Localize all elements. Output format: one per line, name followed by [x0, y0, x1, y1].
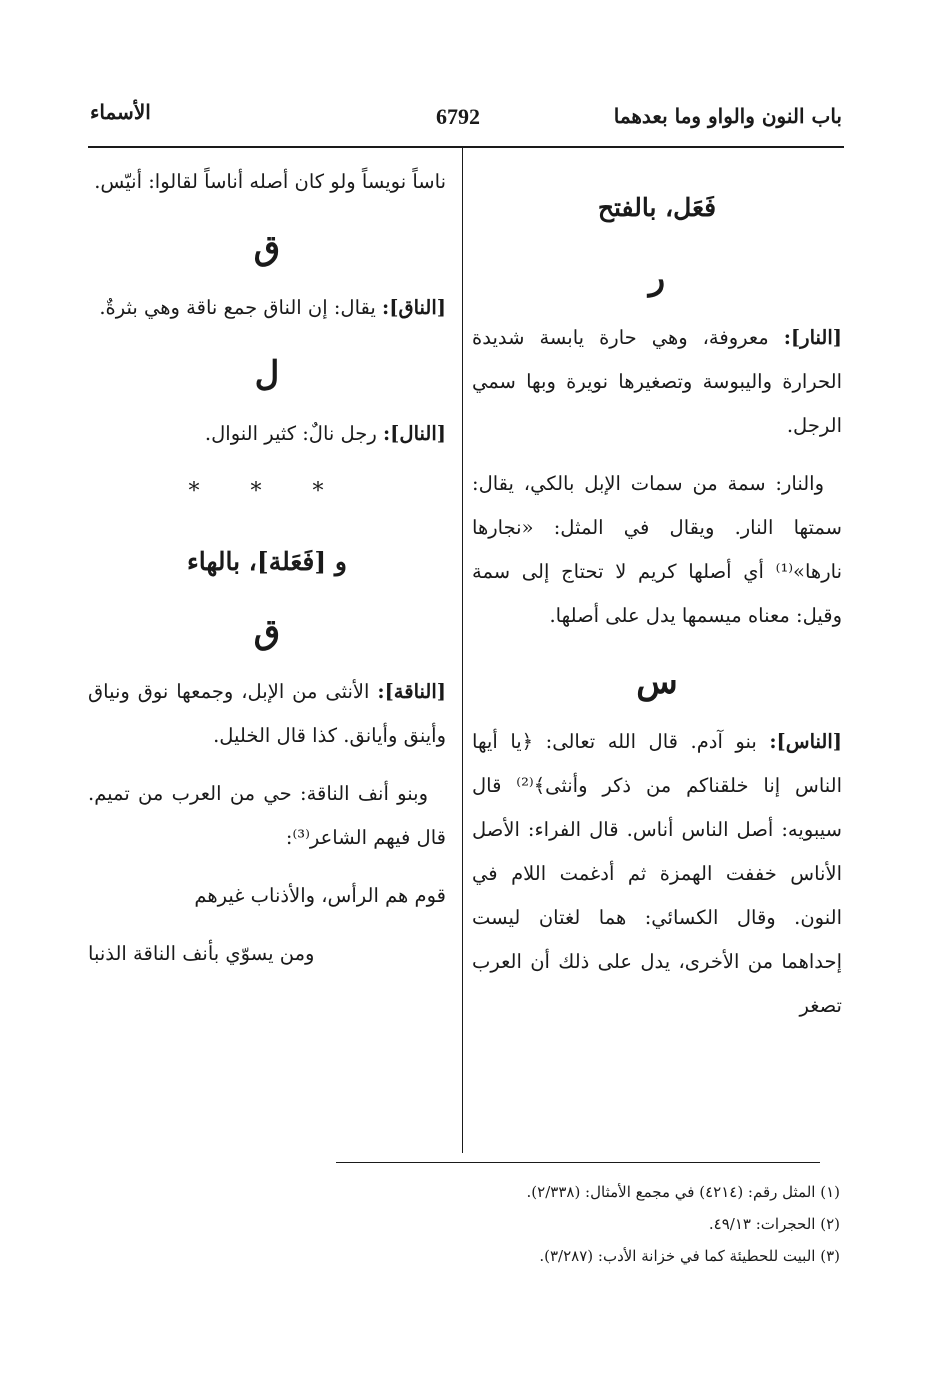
entry-naq — [88, 286, 446, 330]
entry-term: [الناق]: — [382, 296, 446, 319]
entry-term: [النار]: — [783, 326, 842, 349]
entry-anf-naqa: وبنو أنف الناقة: حي من العرب من تميم. قال فيهم الشاعر⁽³⁾: — [88, 782, 446, 849]
letter-heading-q: ق — [253, 228, 281, 268]
verse-line-2: ومن يسوّي بأنف الناقة الذنبا — [88, 942, 315, 965]
entry-nar — [472, 316, 842, 448]
verse-line-1: قوم هم الرأس، والأذناب غيرهم — [194, 884, 446, 907]
column-divider — [462, 148, 463, 1153]
entry-nar-2: والنار: سمة من سمات الإبل بالكي، يقال: سمتها النار. ويقال في المثل: «نجارها نارها»⁽¹⁾ أي أصلها كريم لا تحتاج إلى سمة وقيل: معناه ميسمها يدل على أصلها. — [472, 472, 842, 627]
entry-naqa — [88, 670, 446, 758]
entry-text: رجل نالٌ: كثير النوال. — [204, 422, 383, 445]
entry-nal — [88, 412, 446, 456]
letter-heading-l: ل — [254, 354, 280, 394]
entry-text: معروفة، وهي حارة يابسة شديدة الحرارة واليبوسة وتصغيرها نويرة وبها سمي الرجل. — [472, 326, 842, 437]
letter-heading-r: ر — [648, 258, 666, 298]
entry-term: [الناقة]: — [377, 680, 446, 703]
entry-text: يقال: إن الناق جمع ناقة وهي بثرةٌ. — [99, 296, 383, 319]
section-title: فَعَل، بالفتح — [597, 193, 717, 222]
running-header — [90, 100, 842, 140]
entry-term: [الناس]: — [769, 730, 842, 753]
header-section-title: الأسماء — [90, 100, 151, 124]
entry-nas — [472, 720, 842, 1028]
entry-term: [النال]: — [382, 422, 446, 445]
letter-heading-q-2: ق — [253, 612, 281, 652]
entry-text: بنو آدم. قال الله تعالى: ﴿يا أيها الناس إنا خلقناكم من ذكر وأنثى﴾⁽²⁾ قال سيبويه: أصل الناس أناس. قال الفراء: الأصل الأناس خففت الهمزة ثم أدغمت اللام في النون. وقال الكسائي: هما لغتان ليست إحداهما من الأخرى، يدل على ذلك أن العرب تصغر — [472, 730, 843, 1017]
footnote-1: (١) المثل رقم: (٤٢١٤) في مجمع الأمثال: (٢/٣٣٨). — [526, 1183, 840, 1201]
entry-text: الأنثى من الإبل، وجمعها نوق ونياق وأينق وأيانق. كذا قال الخليل. — [88, 680, 446, 747]
footnote-2: (٢) الحجرات: ٤٩/١٣. — [708, 1215, 840, 1233]
section-separator-stars: * * * — [188, 479, 346, 504]
entry-continuation: ناساً نويساً ولو كان أصله أناساً لقالوا: أنيّس. — [94, 170, 446, 193]
footnote-3: (٣) البيت للحطيئة كما في خزانة الأدب: (٣/٢٨٧). — [539, 1247, 840, 1265]
header-chapter-title: باب النون والواو وما بعدهما — [613, 104, 842, 128]
section-title-2: و [فَعَلة]، بالهاء — [187, 547, 347, 576]
footnote-rule — [336, 1162, 820, 1163]
left-column — [88, 160, 446, 1150]
right-column — [472, 160, 842, 1150]
footnotes — [300, 1176, 840, 1272]
page-number: 6792 — [436, 104, 480, 129]
header-rule — [88, 146, 844, 148]
letter-heading-s: س — [636, 662, 678, 702]
